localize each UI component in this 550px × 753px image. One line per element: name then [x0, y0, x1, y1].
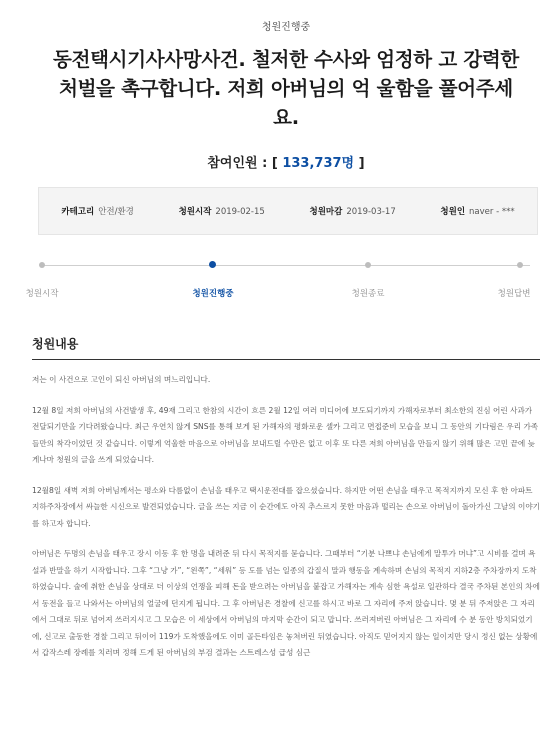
paragraph: 저는 이 사건으로 고인이 되신 아버님의 며느리입니다. [32, 375, 211, 384]
step-label-start: 청원시작 [25, 289, 59, 299]
petition-info-box [38, 187, 538, 235]
petition-page [22, 0, 550, 676]
progress-line [42, 265, 530, 266]
info-category [61, 205, 134, 217]
step-dot-active [209, 261, 216, 268]
content-title: 청원내용 [32, 337, 79, 351]
info-start [179, 205, 265, 217]
content-divider [32, 359, 540, 360]
petition-status: 청원진행중 [261, 22, 311, 33]
participant-count [22, 152, 550, 171]
start-label: 청원시작 [178, 207, 212, 217]
step-dot-answer [517, 262, 523, 268]
end-label: 청원마감 [309, 207, 343, 217]
count-close: ] [358, 156, 365, 171]
paragraph: 아버님은 두명의 손님을 태우고 장시 이동 후 한 명을 내려준 뒤 다시 목적지를 묻습니다. 그때부터 “기분 나쁘냐 손님에게 말투가 머냐”고 시비를 걸며 욕설과 반말을 하기 시작합니다. 그후 “그냥 가”, “왼쪽”, “세워” 등 도를 넘는 일종의 갑질식 말과 행동을 계속하며 손님의 목적지 지하2층 주차장까지 도착하였습니다. 술에 취한 손님을 상대로 더 이상의 언쟁을 피해 돈을 받으려는 아버님을 붙잡고 가해자는 계속 심한 욕설로 일관하다 결국 주차된 본인의 차에서 동전을 들고 나와서는 아버님의 얼굴에 던지게 됩니다. 그 후 아버님은 경찰에 신고를 하시고 바로 그 자리에 주저 앉습니다. 몇 분 뒤 주저앉은 그 자리에서 그대로 뒤로 넘어져 쓰러지시고 그 모습은 이 세상에서 아버님의 마지막 순간이 되고 맙니다. 쓰러져버린 아버님은 그 자리에 수 분 동안 방치되었기에, 신고로 출동한 경찰 그리고 뒤이어 119가 도착했을에도 이미 골든타임은 놓쳐버린 뒤였습니다. 아직도 믿어지지 않는 일이지만 당시 정신 없는 상황에서 갑작스레 장례를 치러며 정해 드게 된 아버님의 부검 결과는 스트레스성 급성 심근 [32, 549, 540, 657]
category-label: 카테고리 [61, 207, 95, 217]
info-end [309, 205, 395, 217]
author-label: 청원인 [440, 207, 466, 217]
content-body [32, 372, 540, 662]
info-author [440, 205, 514, 217]
count-value: 133,737명 [282, 156, 355, 171]
step-label-end: 청원종료 [351, 289, 385, 299]
start-value: 2019-02-15 [215, 207, 265, 217]
step-label-active: 청원진행중 [192, 289, 234, 299]
petition-content [32, 335, 540, 662]
petition-title: 동전택시기사사망사건. 철저한 수사와 엄정하 고 강력한 처벌을 촉구합니다. 저희 아버님의 억 울함을 풀어주세요. [53, 48, 519, 129]
paragraph: 12월8일 새벽 저희 아버님께서는 평소와 다름없이 손님을 태우고 택시운전대를 잡으셨습니다. 하지만 어떤 손님을 태우고 목적지까지 모신 후 한 아파트 지하주차장에서 싸늘한 시신으로 발견되었습니다. 글을 쓰는 지금 이 순간에도 아직 추스르지 못한 마음과 떨리는 손으로 아버님이 돌아가신 그날의 이야기를 하고자 합니다. [32, 485, 540, 528]
end-value: 2019-03-17 [346, 207, 396, 217]
category-value: 안전/환경 [98, 207, 134, 217]
count-label: 참여인원 : [ [207, 156, 278, 171]
step-dot-start [39, 262, 45, 268]
step-dot-end [365, 262, 371, 268]
petition-progress [25, 255, 536, 313]
step-label-answer: 청원답변 [497, 289, 531, 299]
author-value: naver - *** [469, 207, 515, 217]
paragraph: 12월 8일 저희 아버님의 사건발생 후, 49재 그리고 한참의 시간이 흐른 2월 12일 여러 미디어에 보도되기까지 가해자로부터 최소한의 진심 어린 사과가 전달되기만을 기다려왔습니다. 최근 우연치 않게 SNS를 통해 보게 된 가해자의 평화로운 셀카 그리고 면접준비 모습을 보니 그 동안의 기다림은 우리 가족들만의 착각이었던 것 같습니다. 이렇게 억울한 마음으로 아버님을 보내드릴 수만은 없고 이후 또 다른 저희 아버님을 만들지 않기 위해 많은 고민 끝에 늦게나마 청원의 글을 쓰게 되었습니다. [32, 405, 539, 464]
